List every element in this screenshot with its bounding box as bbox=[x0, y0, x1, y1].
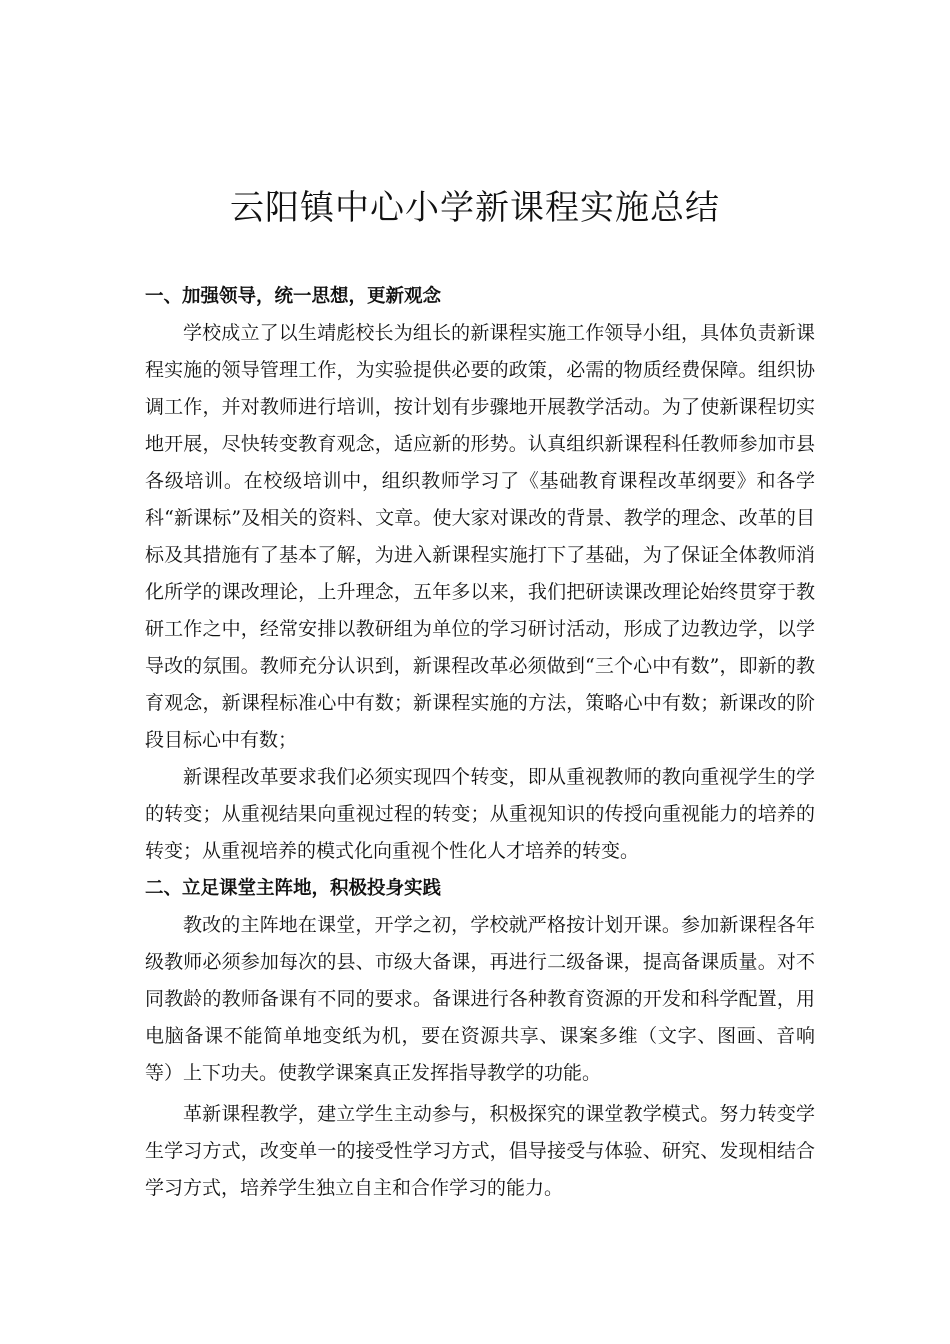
document-body bbox=[145, 278, 815, 1207]
section-1-heading: 一、加强领导，统一思想，更新观念 bbox=[145, 286, 442, 307]
document-title: 云阳镇中心小学新课程实施总结 bbox=[230, 188, 720, 228]
section-2-heading: 二、立足课堂主阵地，积极投身实践 bbox=[145, 878, 442, 899]
section-1-paragraph-1: 学校成立了以生靖彪校长为组长的新课程实施工作领导小组，具体负责新课程实施的领导管理工作，为实验提供必要的政策，必需的物质经费保障。组织协调工作，并对教师进行培训，按计划有步骤地开展教学活动。为了使新课程切实地开展，尽快转变教育观念，适应新的形势。认真组织新课程科任教师参加市县各级培训。在校级培训中，组织教师学习了《基础教育课程改革纲要》和各学科“新课标”及相关的资料、文章。使大家对课改的背景、教学的理念、改革的目标及其措施有了基本了解，为进入新课程实施打下了基础，为了保证全体教师消化所学的课改理论，上升理念，五年多以来，我们把研读课改理论始终贯穿于教研工作之中，经常安排以教研组为单位的学习研讨活动，形成了边教边学，以学导改的氛围。教师充分认识到，新课程改革必须做到“三个心中有数”，即新的教育观念，新课程标准心中有数；新课程实施的方法，策略心中有数；新课改的阶段目标心中有数； bbox=[145, 322, 815, 751]
section-1-paragraph-2: 新课程改革要求我们必须实现四个转变，即从重视教师的教向重视学生的学的转变；从重视结果向重视过程的转变；从重视知识的传授向重视能力的培养的转变；从重视培养的模式化向重视个性化人才培养的转变。 bbox=[145, 766, 815, 862]
section-2-paragraph-2: 革新课程教学，建立学生主动参与，积极探究的课堂教学模式。努力转变学生学习方式，改变单一的接受性学习方式，倡导接受与体验、研究、发现相结合学习方式，培养学生独立自主和合作学习的能力。 bbox=[145, 1103, 815, 1199]
section-2-paragraph-1: 教改的主阵地在课堂，开学之初，学校就严格按计划开课。参加新课程各年级教师必须参加每次的县、市级大备课，再进行二级备课，提高备课质量。对不同教龄的教师备课有不同的要求。备课进行各种教育资源的开发和科学配置，用电脑备课不能简单地变纸为机，要在资源共享、课案多维（文字、图画、音响等）上下功夫。使教学课案真正发挥指导教学的功能。 bbox=[145, 914, 815, 1084]
